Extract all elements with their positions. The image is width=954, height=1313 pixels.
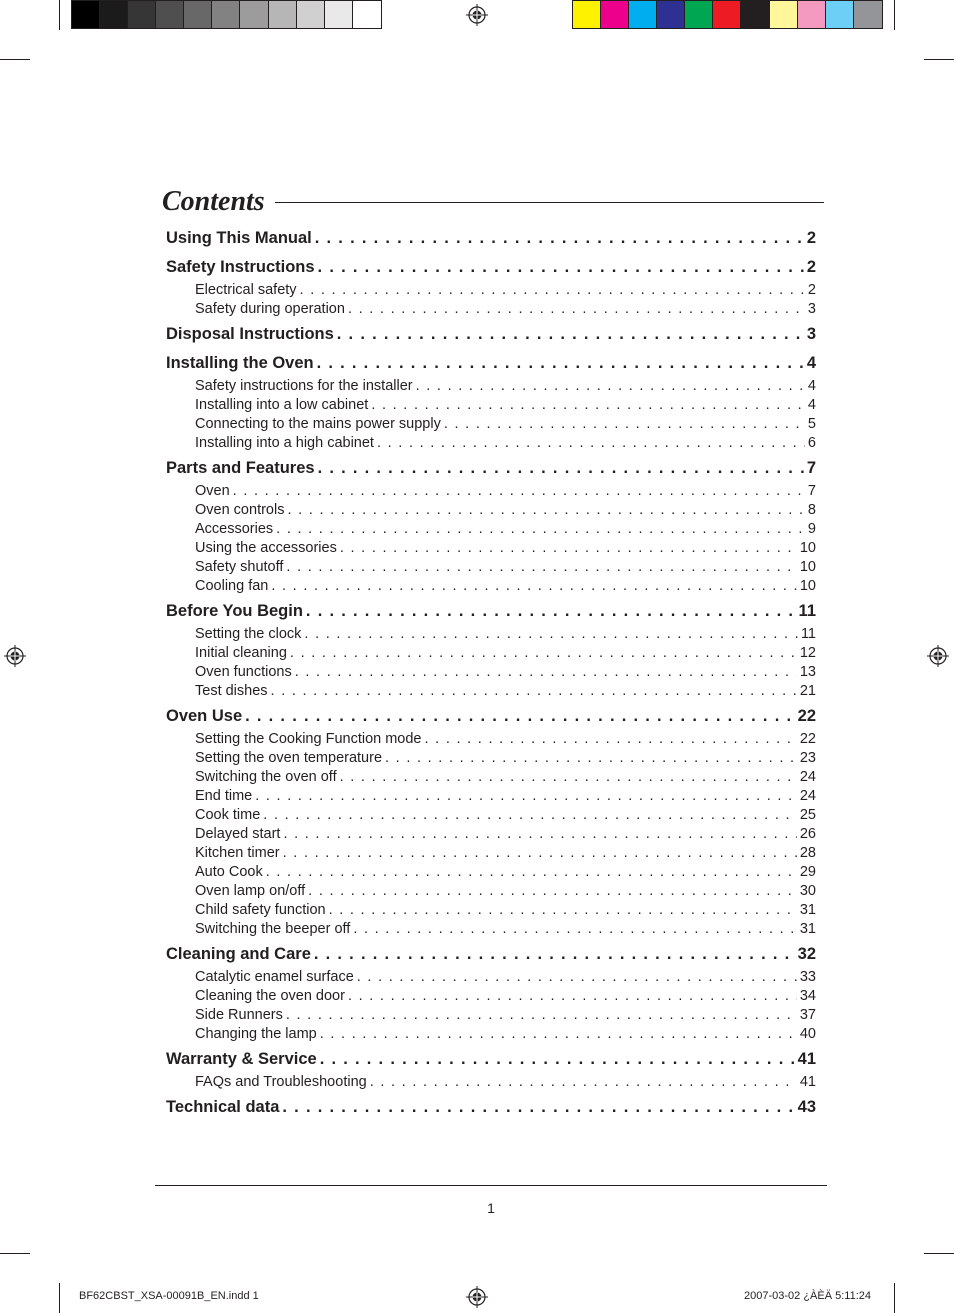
leader-dots xyxy=(353,920,797,939)
toc-item-page: 24 xyxy=(799,769,816,785)
color-swatch xyxy=(798,1,826,28)
toc-section-page: 11 xyxy=(798,602,816,620)
footer-rule xyxy=(155,1185,827,1186)
toc-section xyxy=(166,601,816,701)
toc-item-entry[interactable] xyxy=(166,787,816,806)
toc-section-page: 41 xyxy=(797,1050,816,1068)
toc-item-entry[interactable] xyxy=(166,825,816,844)
toc-item-page: 30 xyxy=(799,883,816,899)
toc-item-title: Oven lamp on/off xyxy=(195,883,306,899)
leader-dots xyxy=(320,1049,795,1069)
toc-item-title: Oven functions xyxy=(195,664,292,680)
toc-section-title: Cleaning and Care xyxy=(166,945,311,963)
toc-item-title: Child safety function xyxy=(195,902,326,918)
leader-dots xyxy=(320,1025,797,1044)
table-of-contents xyxy=(166,224,816,1126)
color-swatch xyxy=(269,1,297,28)
toc-item-page: 13 xyxy=(799,664,816,680)
crop-mark xyxy=(924,59,954,60)
toc-item-entry[interactable] xyxy=(166,968,816,987)
leader-dots xyxy=(377,434,805,453)
toc-item-title: Setting the Cooking Function mode xyxy=(195,731,422,747)
leader-dots xyxy=(282,1097,794,1117)
color-swatch xyxy=(713,1,741,28)
toc-item-title: Cooling fan xyxy=(195,578,269,594)
toc-section xyxy=(166,944,816,1044)
toc-item-entry[interactable] xyxy=(166,577,816,596)
leader-dots xyxy=(444,415,805,434)
toc-item-title: FAQs and Troubleshooting xyxy=(195,1074,367,1090)
toc-item-title: Oven controls xyxy=(195,502,285,518)
leader-dots xyxy=(318,257,804,277)
toc-section-entry[interactable] xyxy=(166,458,816,482)
leader-dots xyxy=(287,501,804,520)
registration-mark-icon xyxy=(466,4,488,26)
toc-item-title: Setting the clock xyxy=(195,626,302,642)
toc-item-title: Switching the beeper off xyxy=(195,921,351,937)
toc-item-page: 40 xyxy=(799,1026,816,1042)
color-swatch xyxy=(573,1,601,28)
toc-item-entry[interactable] xyxy=(166,1006,816,1025)
toc-item-entry[interactable] xyxy=(166,844,816,863)
toc-item-entry[interactable] xyxy=(166,644,816,663)
leader-dots xyxy=(245,706,795,726)
leader-dots xyxy=(233,482,805,501)
toc-section-entry[interactable] xyxy=(166,228,816,252)
toc-section xyxy=(166,228,816,252)
toc-item-entry[interactable] xyxy=(166,501,816,520)
toc-section xyxy=(166,324,816,348)
registration-mark-icon xyxy=(466,1286,488,1308)
toc-section-entry[interactable] xyxy=(166,324,816,348)
toc-section-title: Safety Instructions xyxy=(166,258,315,276)
color-swatch xyxy=(184,1,212,28)
toc-item-page: 22 xyxy=(799,731,816,747)
toc-item-page: 21 xyxy=(799,683,816,699)
leader-dots xyxy=(416,377,805,396)
toc-section-page: 2 xyxy=(806,229,816,247)
toc-item-page: 23 xyxy=(799,750,816,766)
toc-section xyxy=(166,458,816,596)
toc-item-entry[interactable] xyxy=(166,882,816,901)
toc-item-page: 2 xyxy=(807,282,816,298)
toc-item-page: 10 xyxy=(799,578,816,594)
toc-item-page: 33 xyxy=(799,969,816,985)
color-swatch xyxy=(741,1,769,28)
leader-dots xyxy=(286,558,796,577)
toc-item-entry[interactable] xyxy=(166,806,816,825)
page-title: Contents xyxy=(162,186,265,217)
color-swatch xyxy=(826,1,854,28)
leader-dots xyxy=(255,787,797,806)
toc-item-entry[interactable] xyxy=(166,300,816,319)
leader-dots xyxy=(304,625,798,644)
crop-mark xyxy=(894,1283,895,1313)
toc-item-page: 31 xyxy=(799,902,816,918)
toc-item-entry[interactable] xyxy=(166,281,816,300)
toc-item-title: Switching the oven off xyxy=(195,769,337,785)
leader-dots xyxy=(385,749,797,768)
toc-item-page: 24 xyxy=(799,788,816,804)
toc-item-title: Electrical safety xyxy=(195,282,297,298)
color-swatch xyxy=(325,1,353,28)
toc-item-page: 25 xyxy=(799,807,816,823)
toc-item-page: 7 xyxy=(807,483,816,499)
color-swatch xyxy=(240,1,268,28)
toc-item-page: 8 xyxy=(807,502,816,518)
toc-item-entry[interactable] xyxy=(166,377,816,396)
leader-dots xyxy=(337,324,804,344)
toc-item-entry[interactable] xyxy=(166,768,816,787)
leader-dots xyxy=(271,682,797,701)
toc-item-title: Initial cleaning xyxy=(195,645,287,661)
toc-item-page: 26 xyxy=(799,826,816,842)
toc-item-title: Auto Cook xyxy=(195,864,263,880)
toc-section-entry[interactable] xyxy=(166,257,816,281)
leader-dots xyxy=(317,353,804,373)
toc-item-title: Kitchen timer xyxy=(195,845,280,861)
toc-item-title: Installing into a high cabinet xyxy=(195,435,374,451)
toc-item-title: Connecting to the mains power supply xyxy=(195,416,441,432)
toc-item-entry[interactable] xyxy=(166,520,816,539)
toc-section-entry[interactable] xyxy=(166,944,816,968)
toc-item-page: 9 xyxy=(807,521,816,537)
toc-item-page: 41 xyxy=(799,1074,816,1090)
toc-section-page: 4 xyxy=(806,354,816,372)
toc-section-title: Using This Manual xyxy=(166,229,312,247)
leader-dots xyxy=(315,228,804,248)
leader-dots xyxy=(314,944,795,964)
toc-item-entry[interactable] xyxy=(166,901,816,920)
toc-item-page: 12 xyxy=(799,645,816,661)
toc-item-page: 10 xyxy=(799,559,816,575)
leader-dots xyxy=(371,396,805,415)
toc-section-entry[interactable] xyxy=(166,601,816,625)
toc-item-page: 6 xyxy=(807,435,816,451)
toc-item-page: 31 xyxy=(799,921,816,937)
leader-dots xyxy=(295,663,797,682)
leader-dots xyxy=(266,863,797,882)
toc-item-entry[interactable] xyxy=(166,987,816,1006)
toc-section-page: 2 xyxy=(806,258,816,276)
toc-section-entry[interactable] xyxy=(166,1049,816,1073)
toc-item-page: 4 xyxy=(807,378,816,394)
leader-dots xyxy=(329,901,797,920)
toc-section-page: 32 xyxy=(797,945,816,963)
leader-dots xyxy=(283,844,797,863)
leader-dots xyxy=(283,825,796,844)
toc-item-page: 34 xyxy=(799,988,816,1004)
color-swatch xyxy=(128,1,156,28)
leader-dots xyxy=(263,806,797,825)
toc-item-title: Safety during operation xyxy=(195,301,345,317)
toc-section-entry[interactable] xyxy=(166,353,816,377)
crop-mark xyxy=(59,1283,60,1313)
toc-item-title: Changing the lamp xyxy=(195,1026,317,1042)
color-swatch xyxy=(156,1,184,28)
toc-section-page: 43 xyxy=(797,1098,816,1116)
timestamp-slug: 2007-03-02 ¿ÀÈÄ 5:11:24 xyxy=(744,1290,871,1302)
toc-section-title: Parts and Features xyxy=(166,459,315,477)
toc-item-title: Setting the oven temperature xyxy=(195,750,383,766)
toc-item-page: 10 xyxy=(799,540,816,556)
toc-section-page: 22 xyxy=(797,707,816,725)
toc-item-page: 28 xyxy=(799,845,816,861)
toc-item-title: Accessories xyxy=(195,521,274,537)
toc-item-title: Cook time xyxy=(195,807,261,823)
toc-item-page: 3 xyxy=(807,301,816,317)
toc-item-entry[interactable] xyxy=(166,625,816,644)
toc-section-title: Technical data xyxy=(166,1098,280,1116)
color-swatch xyxy=(629,1,657,28)
crop-mark xyxy=(894,0,895,30)
toc-section xyxy=(166,257,816,319)
toc-section-entry[interactable] xyxy=(166,706,816,730)
toc-item-page: 4 xyxy=(807,397,816,413)
leader-dots xyxy=(340,539,797,558)
title-rule xyxy=(275,202,824,203)
leader-dots xyxy=(348,987,797,1006)
toc-item-page: 11 xyxy=(800,626,816,642)
crop-mark xyxy=(924,1253,954,1254)
color-swatch xyxy=(657,1,685,28)
toc-section xyxy=(166,1097,816,1121)
page-number: 1 xyxy=(487,1200,495,1216)
toc-item-entry[interactable] xyxy=(166,434,816,453)
crop-mark xyxy=(0,1253,30,1254)
leader-dots xyxy=(308,882,797,901)
toc-item-title: Oven xyxy=(195,483,230,499)
toc-item-entry[interactable] xyxy=(166,539,816,558)
toc-section-entry[interactable] xyxy=(166,1097,816,1121)
leader-dots xyxy=(340,768,797,787)
toc-item-title: Installing into a low cabinet xyxy=(195,397,369,413)
color-swatch xyxy=(72,1,100,28)
toc-section-title: Before You Begin xyxy=(166,602,303,620)
leader-dots xyxy=(306,601,796,621)
color-swatch xyxy=(770,1,798,28)
toc-section xyxy=(166,1049,816,1092)
toc-item-entry[interactable] xyxy=(166,415,816,434)
leader-dots xyxy=(357,968,797,987)
toc-section xyxy=(166,353,816,453)
toc-item-entry[interactable] xyxy=(166,558,816,577)
toc-item-page: 37 xyxy=(799,1007,816,1023)
file-slug: BF62CBST_XSA-00091B_EN.indd 1 xyxy=(79,1290,259,1302)
toc-item-page: 29 xyxy=(799,864,816,880)
toc-item-entry[interactable] xyxy=(166,396,816,415)
toc-item-title: Using the accessories xyxy=(195,540,337,556)
color-swatch xyxy=(685,1,713,28)
toc-item-title: Safety shutoff xyxy=(195,559,284,575)
grayscale-color-bar xyxy=(71,0,382,29)
toc-section-title: Warranty & Service xyxy=(166,1050,317,1068)
toc-item-title: Delayed start xyxy=(195,826,281,842)
leader-dots xyxy=(348,300,805,319)
color-swatch xyxy=(601,1,629,28)
toc-section-title: Oven Use xyxy=(166,707,243,725)
toc-section-title: Disposal Instructions xyxy=(166,325,334,343)
process-color-bar xyxy=(572,0,883,29)
toc-section-title: Installing the Oven xyxy=(166,354,314,372)
crop-mark xyxy=(59,0,60,30)
toc-item-entry[interactable] xyxy=(166,1073,816,1092)
color-swatch xyxy=(297,1,325,28)
toc-item-title: Safety instructions for the installer xyxy=(195,378,413,394)
toc-item-entry[interactable] xyxy=(166,682,816,701)
leader-dots xyxy=(425,730,797,749)
leader-dots xyxy=(286,1006,797,1025)
toc-item-title: End time xyxy=(195,788,253,804)
leader-dots xyxy=(290,644,797,663)
crop-mark xyxy=(0,59,30,60)
toc-item-title: Test dishes xyxy=(195,683,268,699)
registration-mark-icon xyxy=(4,645,26,667)
toc-item-entry[interactable] xyxy=(166,749,816,768)
leader-dots xyxy=(300,281,805,300)
toc-item-entry[interactable] xyxy=(166,663,816,682)
registration-mark-icon xyxy=(927,645,949,667)
toc-item-entry[interactable] xyxy=(166,730,816,749)
color-swatch xyxy=(100,1,128,28)
toc-item-title: Catalytic enamel surface xyxy=(195,969,354,985)
leader-dots xyxy=(370,1073,797,1092)
toc-section-page: 7 xyxy=(806,459,816,477)
leader-dots xyxy=(276,520,805,539)
toc-section-page: 3 xyxy=(806,325,816,343)
leader-dots xyxy=(318,458,804,478)
toc-item-page: 5 xyxy=(807,416,816,432)
toc-item-entry[interactable] xyxy=(166,863,816,882)
toc-section xyxy=(166,706,816,939)
color-swatch xyxy=(854,1,882,28)
color-swatch xyxy=(353,1,381,28)
toc-item-entry[interactable] xyxy=(166,920,816,939)
color-swatch xyxy=(212,1,240,28)
toc-item-title: Side Runners xyxy=(195,1007,283,1023)
toc-item-title: Cleaning the oven door xyxy=(195,988,345,1004)
toc-item-entry[interactable] xyxy=(166,482,816,501)
leader-dots xyxy=(271,577,797,596)
toc-item-entry[interactable] xyxy=(166,1025,816,1044)
